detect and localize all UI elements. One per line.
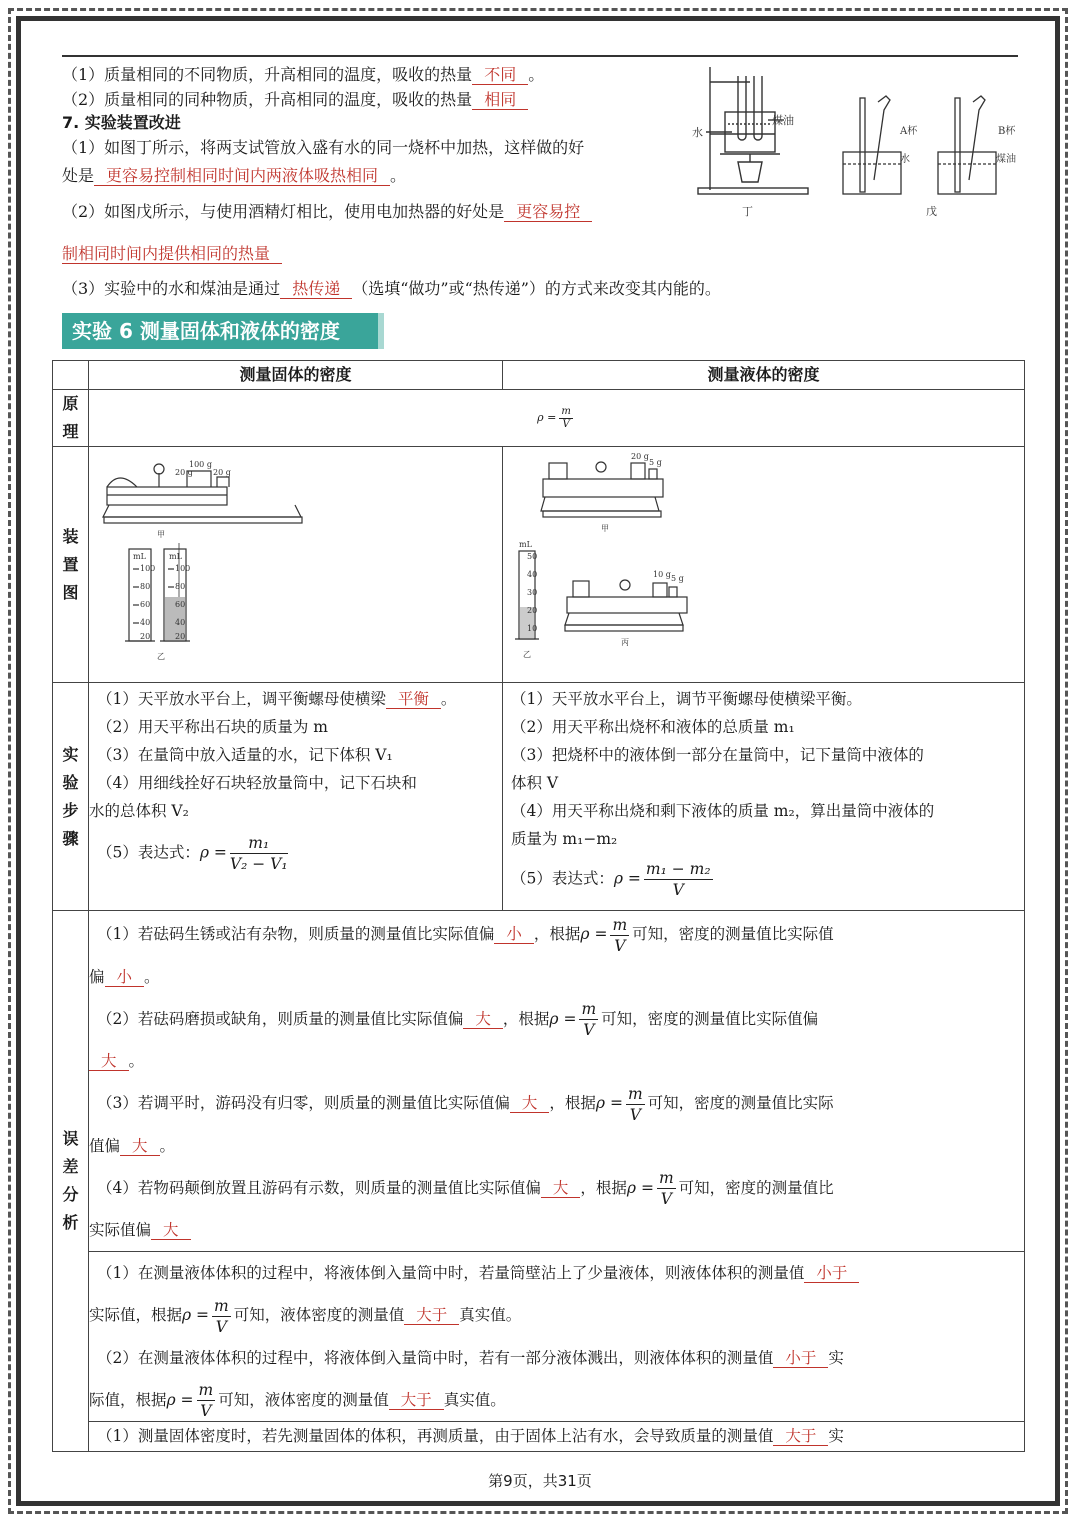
error-item: （2）若砝码磨损或缺角，则质量的测量值比实际值偏 大 ，根据ρ = $\frac{m}{V}$ 可知，密度的测量值比实际值偏	[97, 1000, 819, 1039]
label-water: 水	[900, 154, 910, 165]
svg-text:10 g: 10 g	[653, 570, 671, 579]
error-item-cont: 实际值偏 大	[89, 1209, 1016, 1251]
svg-text:40: 40	[527, 570, 538, 579]
figure-ding-apparatus	[690, 62, 810, 222]
liquid-step-3b: 体积 V	[511, 774, 559, 792]
label-oil: 煤油	[772, 114, 794, 127]
caption-ding: 丁	[742, 205, 753, 218]
improve-p2-line2	[62, 243, 282, 265]
svg-text:20: 20	[140, 632, 151, 641]
solid-step-4b: 水的总体积 V₂	[89, 802, 189, 820]
improve-p1-line1: （1）如图丁所示，将两支试管放入盛有水的同一烧杯中加热，这样做的好	[62, 138, 585, 157]
conclusion-line-2: （2）质量相同的同种物质，升高相同的温度，吸收的热量 相同	[62, 89, 528, 111]
corner-cell	[53, 361, 89, 390]
header-rule	[62, 55, 1018, 57]
header-solid: 测量固体的密度	[89, 361, 503, 390]
error-item-cont: 际值，根据ρ = $\frac{m}{V}$ 可知，液体密度的测量值 大于 真实值。	[89, 1381, 506, 1420]
answer-blank: 热传递	[280, 280, 352, 299]
solid-apparatus-figure	[89, 447, 503, 673]
improve-p2-line1: （2）如图戊所示，与使用酒精灯相比，使用电加热器的好处是 更容易控	[62, 201, 592, 223]
liquid-step-2: （2）用天平称出烧杯和液体的总质量 m₁	[511, 718, 795, 736]
answer-blank: 制相同时间内提供相同的热量	[62, 245, 282, 264]
svg-text:20 g: 20 g	[631, 452, 649, 461]
error-item: （2）在测量液体体积的过程中，将液体倒入量筒中时，若有一部分液体溅出，则液体体积的测量值 小于 实	[97, 1348, 844, 1367]
improve-p1-line2: 处是 更容易控制相同时间内两液体吸热相同 。	[62, 166, 407, 185]
svg-text:mL: mL	[169, 552, 182, 561]
liquid-step-1: （1）天平放水平台上，调节平衡螺母使横梁平衡。	[511, 690, 862, 708]
svg-text:100: 100	[175, 564, 191, 573]
answer-blank: 不同	[472, 66, 528, 85]
svg-text:丙: 丙	[621, 638, 629, 647]
error-item: （1）若砝码生锈或沾有杂物，则质量的测量值比实际值偏 小 ，根据ρ = $\frac{m}{V}$ 可知，密度的测量值比实际值	[97, 915, 834, 955]
svg-text:mL: mL	[133, 552, 146, 561]
section-heading-7: 7. 实验装置改进	[62, 113, 181, 132]
svg-text:乙: 乙	[157, 652, 165, 661]
error-section-b	[89, 1252, 1025, 1422]
svg-text:mL: mL	[519, 540, 532, 549]
error-analysis-label: 误差分析	[53, 911, 89, 1452]
solid-step-5: （5）表达式：ρ = $\frac{\text{m₁}}{\text{V₂ − V₁}}$	[97, 834, 288, 873]
svg-text:80: 80	[175, 582, 186, 591]
solid-step-3: （3）在量筒中放入适量的水，记下体积 V₁	[97, 746, 393, 764]
svg-text:80: 80	[140, 582, 151, 591]
liquid-step-4: （4）用天平称出烧和剩下液体的质量 m₂，算出量筒中液体的	[511, 802, 935, 820]
answer-blank: 更容易控	[504, 203, 592, 222]
error-item-cont: 值偏 大 。	[89, 1136, 176, 1155]
page-footer: 第9页，共31页	[488, 1472, 592, 1490]
svg-text:20 g: 20 g	[175, 468, 193, 477]
svg-text:20: 20	[175, 632, 186, 641]
principle-label: 原理	[53, 390, 89, 447]
svg-text:甲: 甲	[157, 530, 165, 539]
error-section-c: （1）测量固体密度时，若先测量固体的体积，再测质量，由于固体上沾有水，会导致质量的测量值 大于 实	[89, 1422, 1025, 1452]
svg-text:40: 40	[140, 618, 151, 627]
svg-text:100 g: 100 g	[189, 460, 212, 469]
principle-formula: ρ = $\frac{m}{V}$	[89, 390, 1025, 447]
answer-blank: 更容易控制相同时间内两液体吸热相同	[94, 167, 390, 186]
steps-label: 实验步骤	[53, 683, 89, 911]
label-water: 水	[692, 126, 703, 139]
error-item-cont: 实际值，根据ρ = $\frac{m}{V}$ 可知，液体密度的测量值 大于 真实值。	[89, 1296, 522, 1336]
svg-text:30: 30	[527, 588, 538, 597]
conclusion-line-1: （1）质量相同的不同物质，升高相同的温度，吸收的热量 不同 。	[62, 65, 545, 84]
improve-p3: （3）实验中的水和煤油是通过 热传递 （选填“做功”或“热传递”）的方式来改变其内能的。	[62, 279, 721, 298]
svg-text:5 g: 5 g	[671, 574, 684, 583]
liquid-step-5: （5）表达式：ρ = $\frac{\text{m₁ − m₂}}{V}$	[511, 860, 711, 899]
header-liquid: 测量液体的密度	[503, 361, 1025, 390]
solid-step-1: （1）天平放水平台上，调平衡螺母使横梁 平衡 。	[97, 690, 457, 708]
svg-text:40: 40	[175, 618, 186, 627]
svg-text:乙: 乙	[523, 650, 531, 659]
svg-text:50: 50	[527, 552, 538, 561]
figure-wu-apparatus	[838, 92, 1038, 222]
apparatus-label: 装置图	[53, 447, 89, 683]
svg-text:60: 60	[175, 600, 186, 609]
label-oil: 煤油	[996, 154, 1016, 165]
error-item: （4）若物码颠倒放置且游码有示数，则质量的测量值比实际值偏 大 ，根据ρ = $\frac{m}{V}$ 可知，密度的测量值比	[97, 1169, 834, 1208]
liquid-step-4b: 质量为 m₁−m₂	[511, 830, 618, 848]
solid-apparatus-cell	[89, 447, 503, 683]
svg-text:5 g: 5 g	[649, 458, 662, 467]
caption-wu: 戊	[926, 205, 937, 218]
solid-step-2: （2）用天平称出石块的质量为 m	[97, 718, 328, 736]
liquid-steps-cell	[503, 683, 1025, 911]
error-item-cont: 偏 小 。	[89, 967, 160, 986]
svg-text:10: 10	[527, 624, 538, 633]
svg-text:100: 100	[140, 564, 156, 573]
svg-text:20 g: 20 g	[213, 468, 231, 477]
error-section-a	[89, 911, 1025, 1252]
svg-text:20: 20	[527, 606, 538, 615]
label-a-cup: A杯	[900, 126, 918, 137]
error-item: （3）若调平时，游码没有归零，则质量的测量值比实际值偏 大 ，根据ρ = $\frac{m}{V}$ 可知，密度的测量值比实际	[97, 1084, 834, 1124]
error-item-cont: 大 。	[89, 1040, 1016, 1082]
answer-blank: 相同	[472, 91, 528, 110]
experiment-table	[52, 360, 1025, 1452]
liquid-step-3: （3）把烧杯中的液体倒一部分在量筒中，记下量筒中液体的	[511, 746, 924, 764]
liquid-apparatus-cell	[503, 447, 1025, 683]
label-b-cup: B杯	[998, 126, 1016, 137]
svg-text:60: 60	[140, 600, 151, 609]
svg-text:甲: 甲	[601, 524, 609, 533]
experiment-banner: 实验 6 测量固体和液体的密度	[62, 313, 384, 349]
liquid-apparatus-figure	[503, 447, 1025, 673]
solid-steps-cell	[89, 683, 503, 911]
solid-step-4: （4）用细线拴好石块轻放量筒中，记下石块和	[97, 774, 417, 792]
error-item: （1）在测量液体体积的过程中，将液体倒入量筒中时，若量筒壁沾上了少量液体，则液体体积的测量值 小于	[97, 1252, 1016, 1294]
